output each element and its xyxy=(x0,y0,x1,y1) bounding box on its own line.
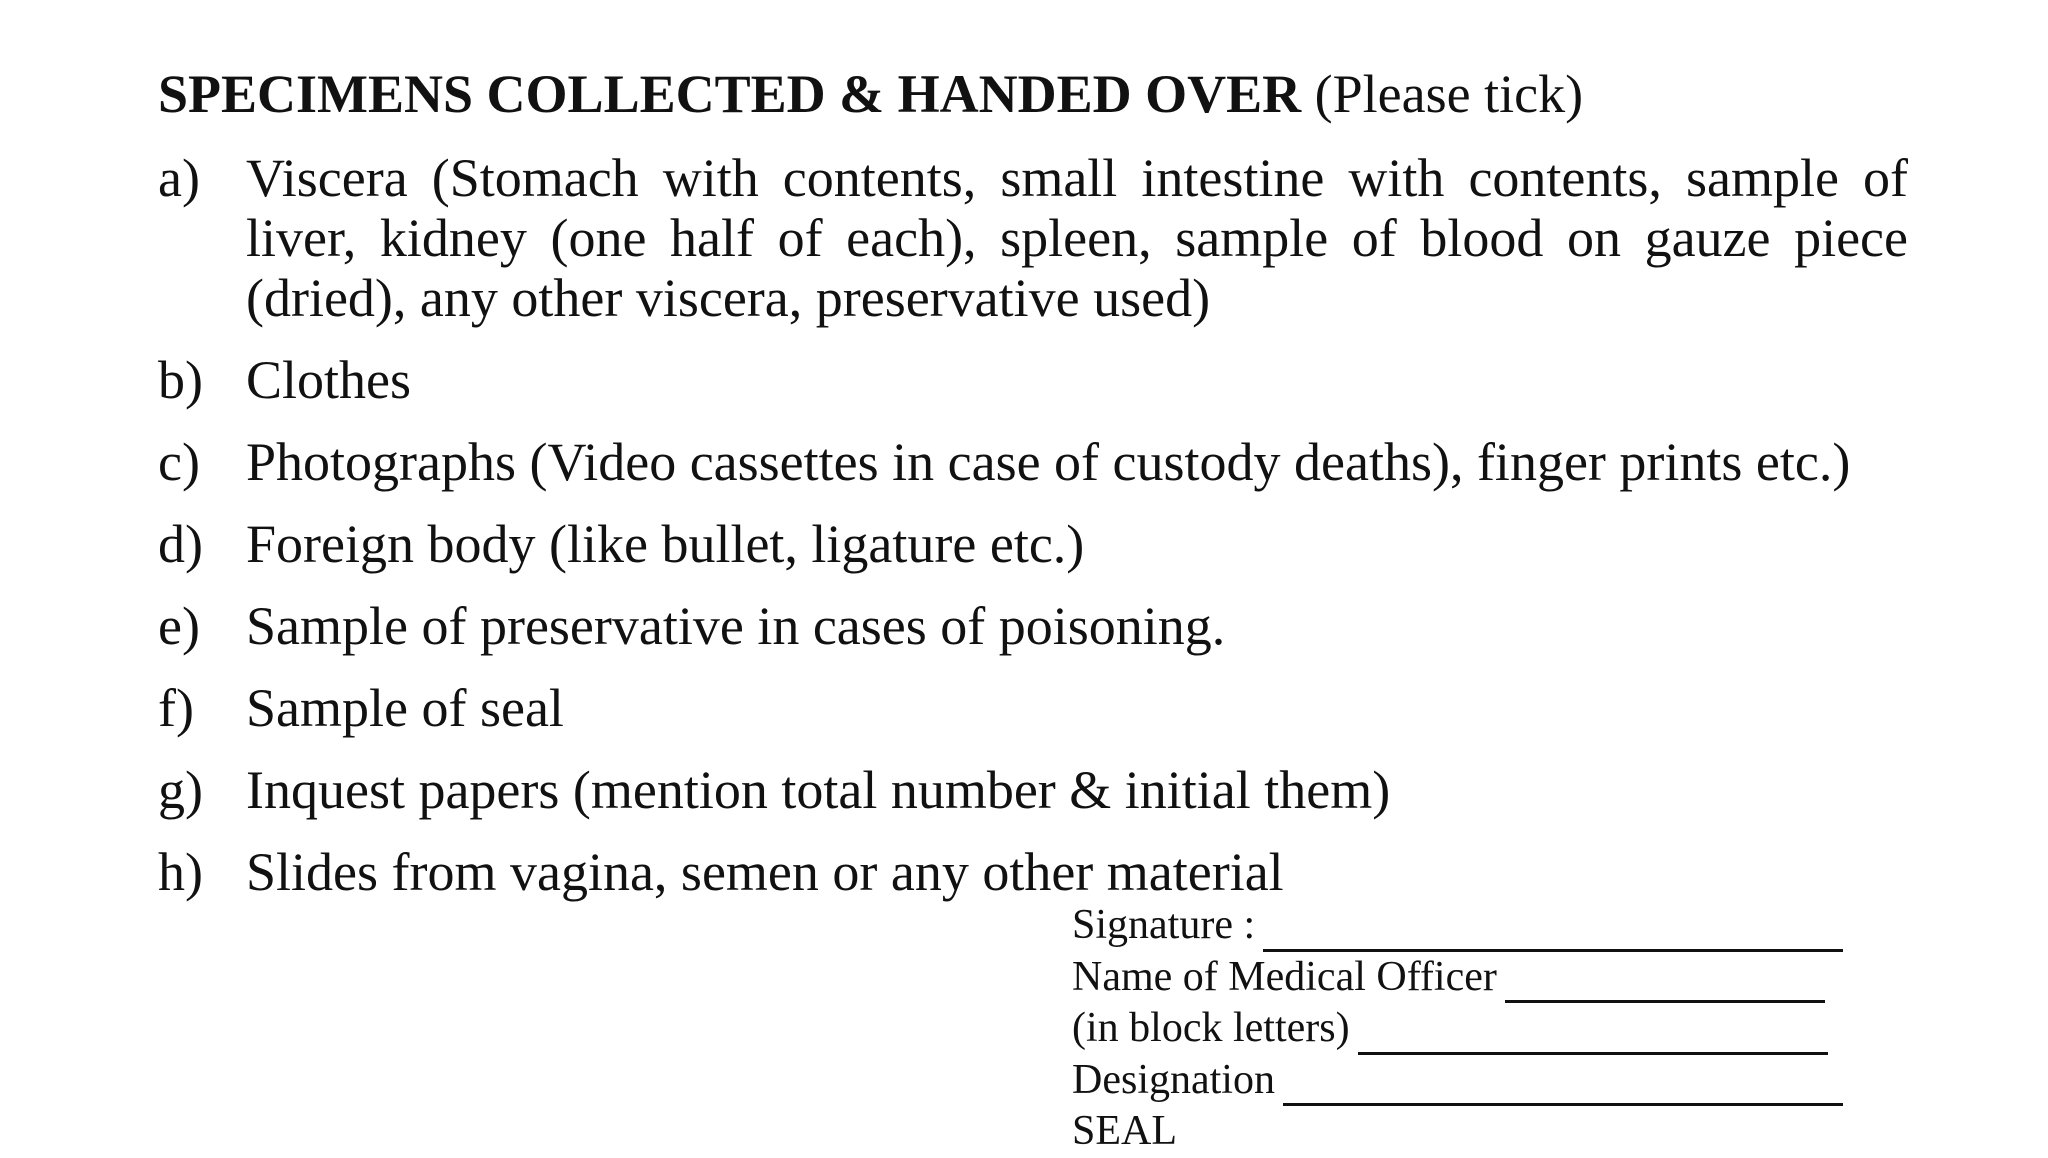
seal-row xyxy=(1072,1106,1872,1158)
list-item-text: Photographs (Video cassettes in case of custody deaths), finger prints etc.) xyxy=(246,432,1851,492)
list-item xyxy=(158,148,1908,328)
section-heading-instruction: (Please tick) xyxy=(1314,64,1584,124)
list-item-marker: f) xyxy=(158,678,194,738)
specimen-list xyxy=(158,148,1908,924)
list-item-text: Sample of preservative in cases of poisoning. xyxy=(246,596,1226,656)
list-item-text: Inquest papers (mention total number & initial them) xyxy=(246,760,1391,820)
list-item-marker: g) xyxy=(158,760,203,820)
section-heading xyxy=(158,62,1583,126)
signature-blank-line xyxy=(1263,911,1843,952)
designation-row xyxy=(1072,1055,1872,1107)
designation-label: Designation xyxy=(1072,1056,1275,1103)
seal-label: SEAL xyxy=(1072,1108,1177,1154)
list-item xyxy=(158,842,1908,902)
section-heading-title: SPECIMENS COLLECTED & HANDED OVER xyxy=(158,64,1302,124)
signature-label: Signature : xyxy=(1072,902,1256,948)
medical-officer-name-blank-line xyxy=(1505,962,1825,1003)
list-item-marker: d) xyxy=(158,514,203,574)
designation-blank-line xyxy=(1283,1065,1843,1106)
list-item-marker: e) xyxy=(158,596,200,656)
list-item-marker: b) xyxy=(158,350,203,410)
medical-officer-name-label: Name of Medical Officer xyxy=(1072,953,1497,1000)
signature-block xyxy=(1072,900,1872,1158)
list-item-text: Foreign body (like bullet, ligature etc.) xyxy=(246,514,1085,574)
list-item-marker: c) xyxy=(158,432,200,492)
list-item-text: Viscera (Stomach with contents, small intestine with contents, sample of liver, kidney (one half of each), spleen, sample of blood on gauze piece (dried), any other viscera, preservative used) xyxy=(246,148,1908,328)
list-item xyxy=(158,350,1908,410)
list-item-text: Sample of seal xyxy=(246,678,564,738)
list-item xyxy=(158,432,1908,492)
medical-officer-name-row xyxy=(1072,952,1872,1004)
list-item xyxy=(158,678,1908,738)
signature-row xyxy=(1072,900,1872,952)
list-item xyxy=(158,596,1908,656)
list-item-text: Clothes xyxy=(246,350,412,410)
block-letters-label: (in block letters) xyxy=(1072,1005,1350,1051)
block-letters-row xyxy=(1072,1003,1872,1055)
list-item-marker: a) xyxy=(158,148,200,208)
list-item-text: Slides from vagina, semen or any other material xyxy=(246,842,1284,902)
list-item xyxy=(158,760,1908,820)
list-item xyxy=(158,514,1908,574)
block-letters-blank-line xyxy=(1358,1014,1828,1055)
list-item-marker: h) xyxy=(158,842,203,902)
